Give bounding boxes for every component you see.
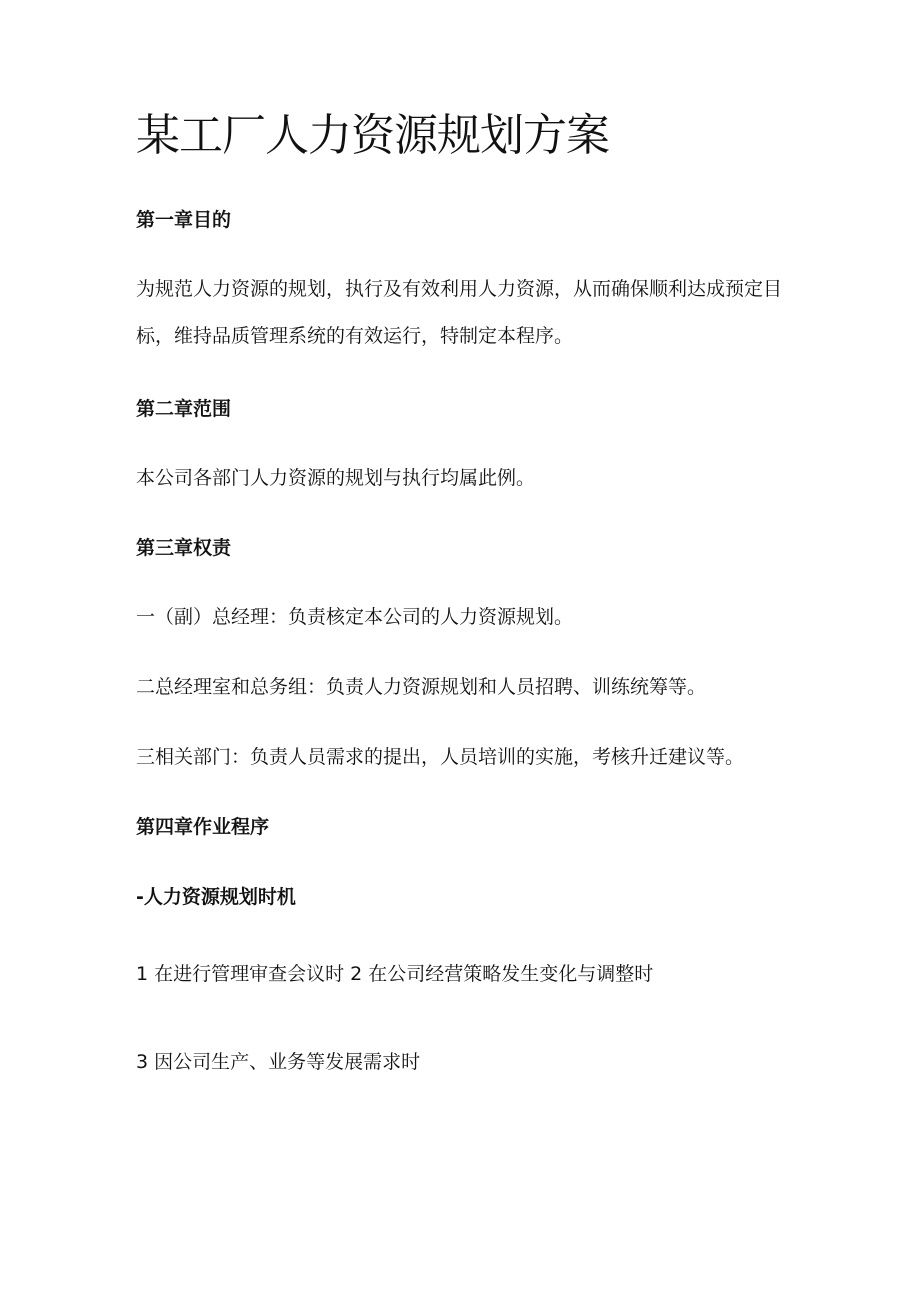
chapter-3-item-3: 三相关部门：负责人员需求的提出，人员培训的实施，考核升迁建议等。: [136, 746, 745, 768]
chapter-4-heading: 第四章作业程序: [136, 816, 270, 838]
chapter-3-item-1: 一（副）总经理：负责核定本公司的人力资源规划。: [136, 606, 574, 628]
chapter-3-item-2: 二总经理室和总务组：负责人力资源规划和人员招聘、训练统筹等。: [136, 676, 707, 698]
chapter-1-body: 为规范人力资源的规划，执行及有效利用人力资源，从而确保顺利达成预定目标，维持品质管理系统的有效运行，特制定本程序。: [136, 278, 783, 347]
chapter-2-body: 本公司各部门人力资源的规划与执行均属此例。: [136, 467, 536, 489]
document-title: 某工厂人力资源规划方案: [136, 110, 609, 161]
chapter-1-heading: 第一章目的: [136, 209, 232, 231]
section-1-line-2: 3 因公司生产、业务等发展需求时: [136, 1051, 421, 1073]
section-1-line-1: 1 在进行管理审查会议时 2 在公司经营策略发生变化与调整时: [136, 963, 654, 985]
chapter-2-heading: 第二章范围: [136, 398, 232, 420]
chapter-3-heading: 第三章权责: [136, 537, 232, 559]
section-1-heading: -人力资源规划时机: [136, 886, 296, 908]
